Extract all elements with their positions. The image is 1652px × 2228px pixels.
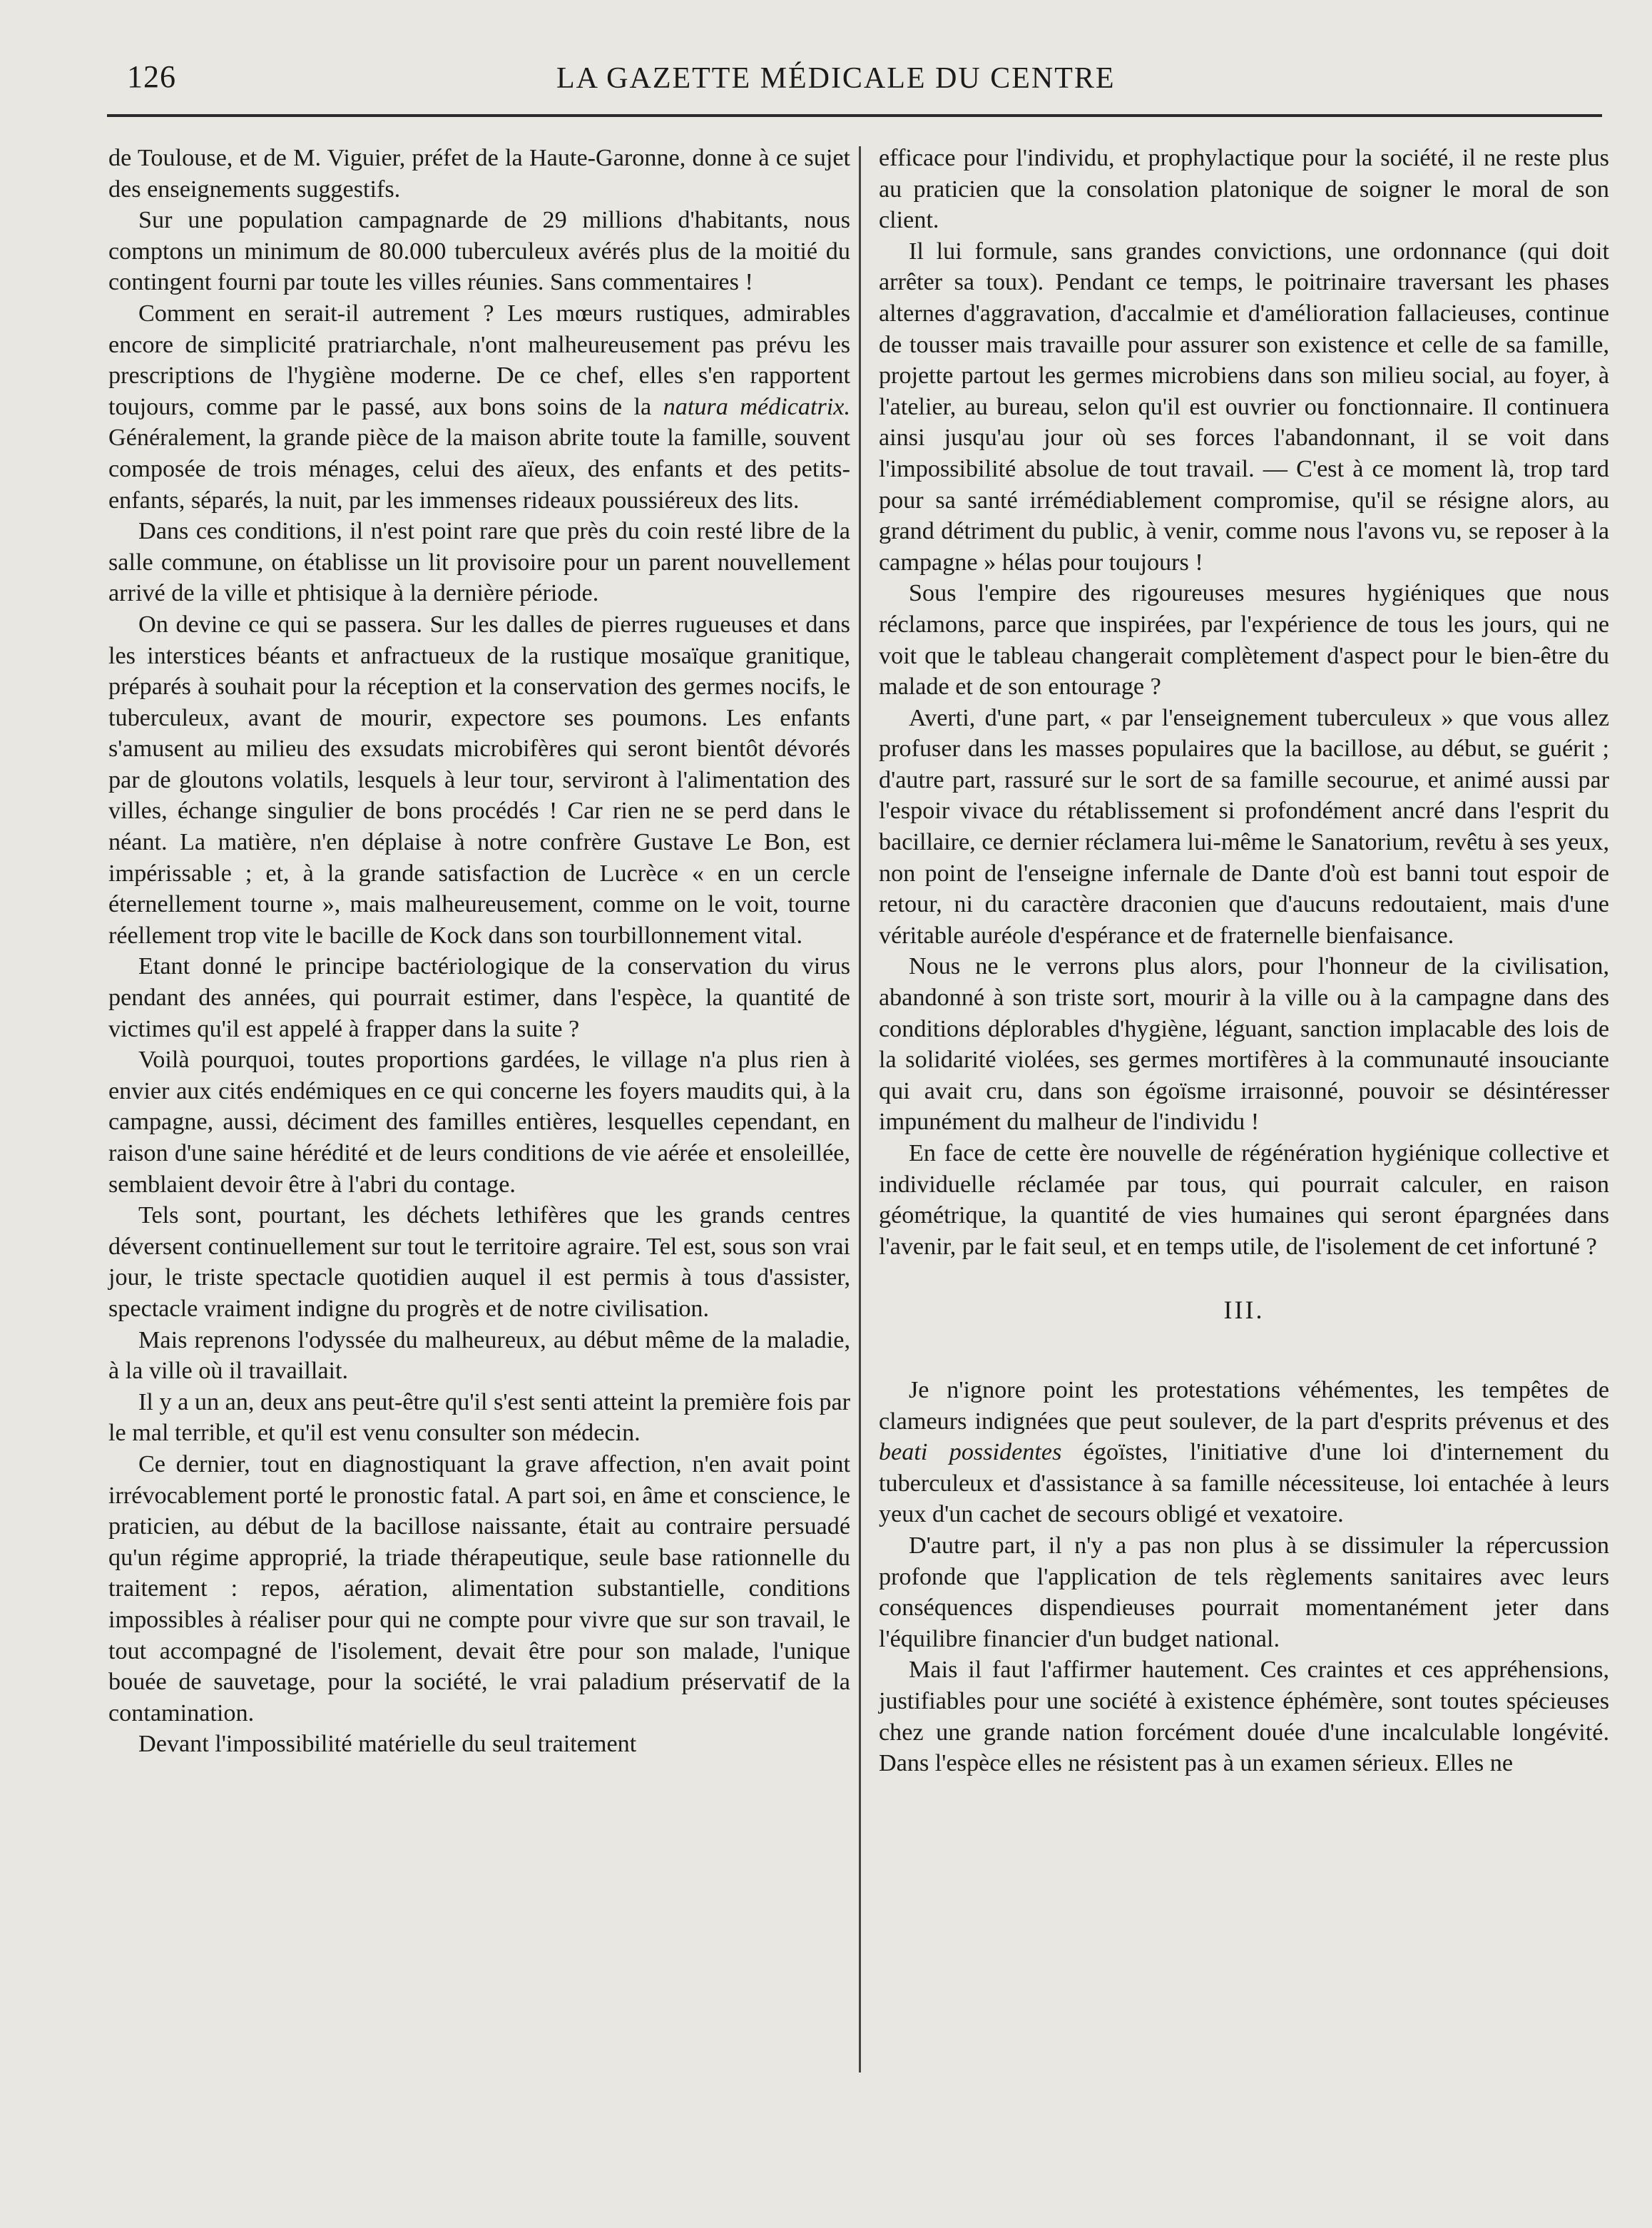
paragraph: Tels sont, pourtant, les déchets lethifères que les grands centres déversent continuellement sur tout le territoire agraire. Tel est, sous son vrai jour, le triste spectacle quotidien auquel il est permis à tous d'assister, spectacle vraiment indigne du progrès et de notre civilisation. (108, 1202, 850, 1322)
paragraph: Il lui formule, sans grandes convictions, une ordonnance (qui doit arrêter sa toux). Pendant ce temps, le poitrinaire traversant les phases alternes d'aggravation, d'accalmie et d'amélioration fallacieuses, continue de tousser mais travaille pour assurer son existence et celle de sa famille, projette partout les germes microbiens dans son milieu social, au foyer, à l'atelier, au bureau, selon qu'il est ouvrier ou fonctionnaire. Il continuera ainsi jusqu'au jour où ses forces l'abandonnant, il se voit dans l'impossibilité absolue de tout travail. — C'est à ce moment là, trop tard pour sa santé irrémédiablement compromise, qu'il se résigne alors, au grand détriment du public, à venir, comme nous l'avons vu, se reposer à la campagne » hélas pour toujours ! (879, 238, 1609, 576)
paragraph: Mais reprenons l'odyssée du malheureux, au début même de la maladie, à la ville où il travaillait. (108, 1326, 850, 1385)
paragraph (879, 1375, 1609, 1530)
paragraph: Sous l'empire des rigoureuses mesures hygiéniques que nous réclamons, parce que inspirées, par l'expérience de tous les jours, qui ne voit que le tableau changerait complètement d'aspect pour le bien-être du malade et de son entourage ? (879, 580, 1609, 701)
paragraph: On devine ce qui se passera. Sur les dalles de pierres rugueuses et dans les interstices béants et anfractueux de la rustique mosaïque granitique, préparés à souhait pour la réception et la conservation des germes nocifs, le tuberculeux, avant de mourir, expectore ses poumons. Les enfants s'amusent au milieu des exsudats microbifères qui seront bientôt dévorés par de gloutons volatils, lesquels à leur tour, serviront à l'alimentation des villes, échange singulier de bons procédés ! Car rien ne se perd dans le néant. La matière, n'en déplaise à notre confrère Gustave Le Bon, est impérissable ; et, à la grande satisfaction de Lucrèce « en un cercle éternellement tourne », mais malheureusement, comme on le voit, tourne réellement trop vite le bacille de Kock dans son tourbillonnement vital. (108, 611, 850, 949)
column-divider (859, 146, 861, 2072)
paragraph: efficace pour l'individu, et prophylactique pour la société, il ne reste plus au praticien que la consolation platonique de soigner le moral de son client. (879, 145, 1609, 234)
paragraph: Etant donné le principe bactériologique de la conservation du virus pendant des années, qui pourrait estimer, dans l'espèce, la quantité de victimes qu'il est appelé à frapper dans la suite ? (108, 953, 850, 1042)
right-column (879, 143, 1609, 1779)
running-head: LA GAZETTE MÉDICALE DU CENTRE (556, 62, 1116, 95)
paragraph: Dans ces conditions, il n'est point rare que près du coin resté libre de la salle commune, on établisse un lit provisoire pour un parent nouvellement arrivé de la ville et phtisique à la dernière période. (108, 518, 850, 607)
paragraph: D'autre part, il n'y a pas non plus à se dissimuler la répercussion profonde que l'application de tels règlements sanitaires avec leurs conséquences dispendieuses pourrait momentanément jeter dans l'équilibre financier d'un budget national. (879, 1532, 1609, 1652)
paragraph: Sur une population campagnarde de 29 millions d'habitants, nous comptons un minimum de 80.000 tuberculeux avérés plus de la moitié du contingent fourni par toute les villes réunies. Sans commentaires ! (108, 207, 850, 296)
paragraph-text: Comment en serait-il autrement ? Les mœurs rustiques, admirables encore de simplicité pratriarchale, n'ont malheureusement pas prévu les prescriptions de l'hygiène moderne. De ce chef, elles s'en rapportent toujours, comme par le passé, aux bons soins de la (108, 300, 850, 420)
paragraph: Il y a un an, deux ans peut-être qu'il s'est senti atteint la première fois par le mal terrible, et qu'il est venu consulter son médecin. (108, 1388, 850, 1447)
italic-phrase: beati possidentes (879, 1439, 1062, 1466)
paragraph-text: égoïstes, l'initiative d'une loi d'internement du tuberculeux et d'assistance à sa famille nécessiteuse, loi entachée à leurs yeux d'un cachet de secours obligé et vexatoire. (879, 1439, 1610, 1528)
paragraph: de Toulouse, et de M. Viguier, préfet de la Haute-Garonne, donne à ce sujet des enseignements suggestifs. (108, 145, 850, 203)
italic-phrase: natura médicatrix. (663, 393, 850, 420)
paragraph: En face de cette ère nouvelle de régénération hygiénique collective et individuelle réclamée par tous, qui pourrait calculer, en raison géométrique, la quantité de vies humaines qui seront épargnées dans l'avenir, par le fait seul, et en temps utile, de l'isolement de cet infortuné ? (879, 1140, 1609, 1260)
paragraph (108, 298, 850, 516)
paragraph: Nous ne le verrons plus alors, pour l'honneur de la civilisation, abandonné à son triste sort, mourir à la ville ou à la campagne dans des conditions déplorables d'hygiène, léguant, sanction implacable des lois de la solidarité violées, ses germes mortifères à la communauté insouciante qui avait cru, dans son égoïsme irraisonné, pouvoir se désintéresser impunément du malheur de l'individu ! (879, 953, 1609, 1136)
section-heading: III. (1223, 1296, 1265, 1325)
paragraph: Devant l'impossibilité matérielle du seul traitement (138, 1731, 637, 1758)
header-rule (107, 114, 1602, 117)
page-number: 126 (127, 59, 176, 94)
paragraph: Ce dernier, tout en diagnostiquant la grave affection, n'en avait point irrévocablement porté le pronostic fatal. A part soi, en âme et conscience, le praticien, au début de la bacillose naissante, était au contraire persuadé qu'un régime approprié, la triade thérapeutique, seule base rationnelle du traitement : repos, aération, alimentation substantielle, conditions impossibles à réaliser pour qui ne compte pour vivre que sur son travail, le tout accompagné de l'isolement, devait être pour son malade, l'unique bouée de sauvetage, pour la société, le vrai paladium préservatif de la contamination. (108, 1450, 850, 1726)
paragraph: Averti, d'une part, « par l'enseignement tuberculeux » que vous allez profuser dans les masses populaires que la bacillose, au début, se guérit ; d'autre part, rassuré sur le sort de sa famille secourue, et animé aussi par l'espoir vivace du rétablissement si profondément ancré dans l'esprit du bacillaire, ce dernier réclamera lui-même le Sanatorium, revêtu à ses yeux, non point de l'enseigne infernale de Dante d'où est banni tout espoir de retour, ni du caractère draconien que d'aucuns redoutaient, mais d'une véritable auréole d'espérance et de fraternelle bienfaisance. (879, 704, 1609, 949)
paragraph-text: Généralement, la grande pièce de la maison abrite toute la famille, souvent composée de trois ménages, celui des aïeux, des enfants et des petits-enfants, séparés, la nuit, par les immenses rideaux poussiéreux des lits. (108, 424, 850, 514)
paragraph-text: Je n'ignore point les protestations véhémentes, les tempêtes de clameurs indignées que peut soulever, de la part d'esprits prévenus et des (879, 1376, 1609, 1435)
left-column (108, 143, 850, 1760)
paragraph: Mais il faut l'affirmer hautement. Ces craintes et ces appréhensions, justifiables pour une société à existence éphémère, sont toutes spécieuses chez une grande nation forcément douée d'une incalculable longévité. Dans l'espèce elles ne résistent pas à un examen sérieux. Elles ne (879, 1657, 1609, 1777)
paragraph: Voilà pourquoi, toutes proportions gardées, le village n'a plus rien à envier aux cités endémiques en ce qui concerne les foyers maudits qui, à la campagne, aussi, déciment des familles entières, lesquelles cependant, en raison d'une saine hérédité et de leurs conditions de vie aérée et ensoleillée, semblaient devoir être à l'abri du contage. (108, 1047, 850, 1198)
